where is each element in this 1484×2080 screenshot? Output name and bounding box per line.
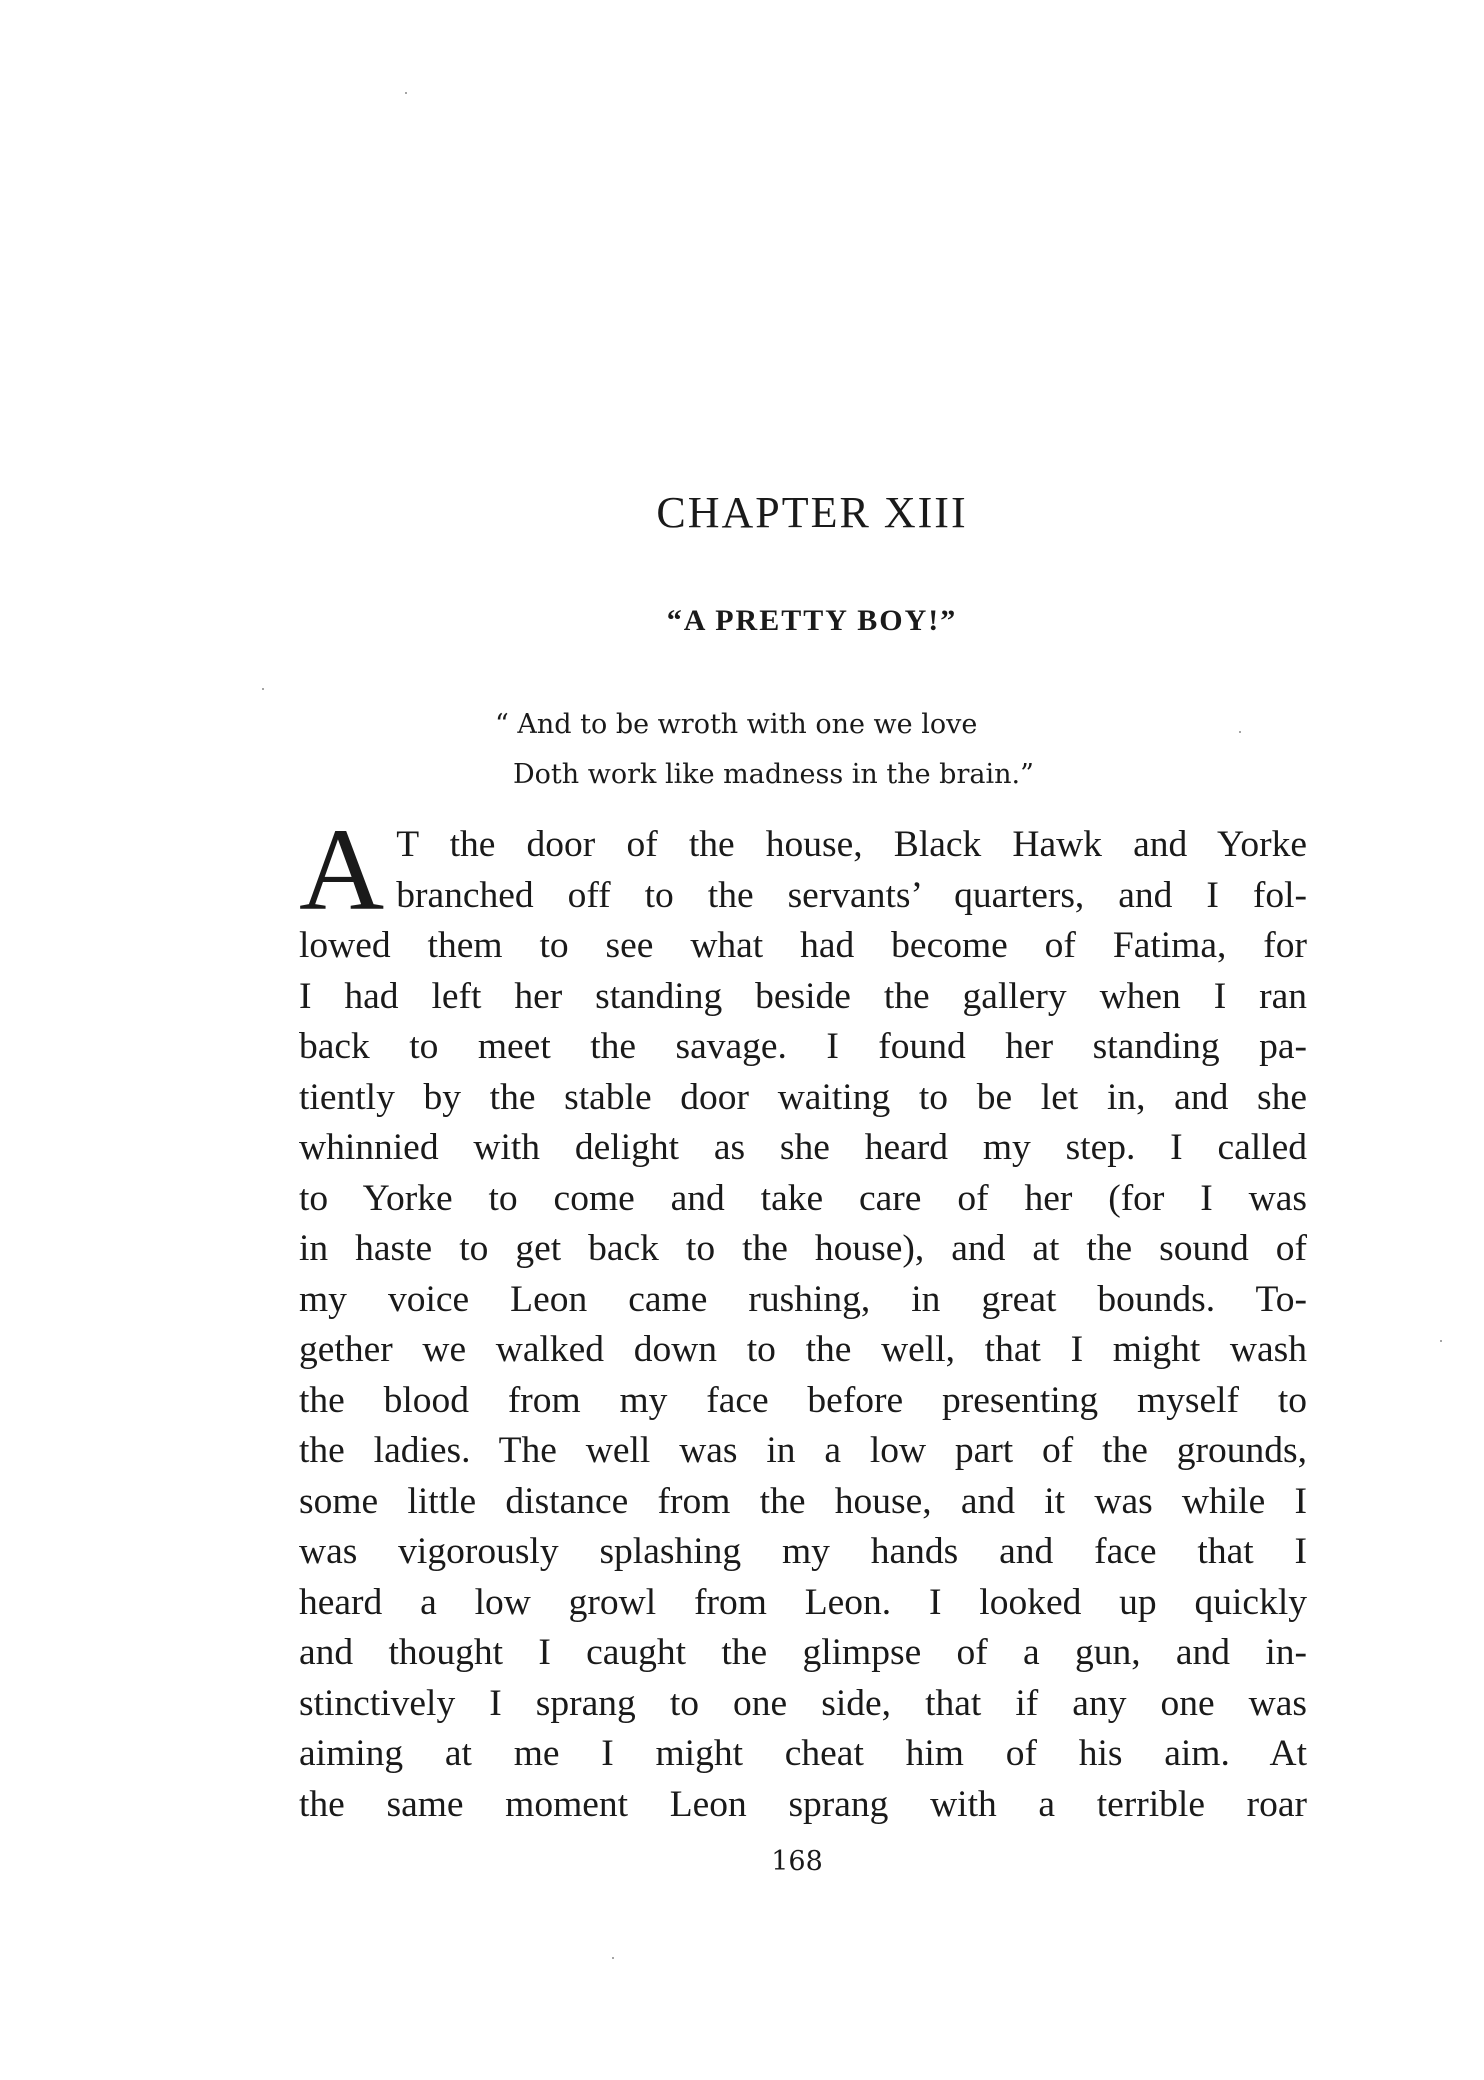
text-line: in haste to get back to the house), and at the sound of — [299, 1228, 1307, 1269]
text-line: back to meet the savage. I found her standing pa- — [299, 1026, 1307, 1067]
text-line: lowed them to see what had become of Fatima, for — [299, 925, 1307, 966]
text-line: whinnied with delight as she heard my step. I called — [299, 1127, 1307, 1168]
paper-speck — [262, 688, 264, 690]
page-number: 168 — [771, 1846, 823, 1877]
text-line: the blood from my face before presenting myself to — [299, 1379, 1307, 1421]
text-line: branched off to the servants’ quarters, and I fol- — [396, 874, 1307, 916]
text-line: heard a low growl from Leon. I looked up quickly — [299, 1581, 1307, 1623]
text-line: and thought I caught the glimpse of a gun, and in- — [299, 1632, 1307, 1673]
epigraph-line: “ And to be wroth with one we love — [495, 709, 978, 740]
text-line: my voice Leon came rushing, in great bounds. To- — [299, 1278, 1307, 1320]
text-line: was vigorously splashing my hands and face that I — [299, 1531, 1307, 1572]
text-line: the ladies. The well was in a low part of the grounds, — [299, 1430, 1307, 1471]
paper-speck — [405, 92, 407, 94]
drop-cap: A — [299, 804, 385, 935]
text-line: some little distance from the house, and it was while I — [299, 1480, 1307, 1522]
chapter-subtitle: “A PRETTY BOY!” — [666, 604, 958, 637]
paper-speck — [1440, 1340, 1442, 1342]
text-line: T the door of the house, Black Hawk and Yorke — [396, 824, 1307, 865]
paper-speck — [612, 1957, 614, 1959]
epigraph-line: Doth work like madness in the brain.” — [513, 759, 1034, 790]
text-line: gether we walked down to the well, that I might wash — [299, 1329, 1307, 1370]
epigraph — [495, 700, 1034, 800]
text-line: to Yorke to come and take care of her (for I was — [299, 1177, 1307, 1219]
paper-speck — [1239, 731, 1241, 733]
text-line: aiming at me I might cheat him of his aim. At — [299, 1733, 1307, 1774]
text-line: tiently by the stable door waiting to be let in, and she — [299, 1076, 1307, 1118]
body-paragraph — [299, 804, 1307, 1830]
text-line: I had left her standing beside the gallery when I ran — [299, 975, 1307, 1017]
text-line: stinctively I sprang to one side, that if any one was — [299, 1682, 1307, 1724]
text-line: the same moment Leon sprang with a terrible roar — [299, 1783, 1307, 1825]
chapter-title: CHAPTER XIII — [656, 488, 968, 537]
